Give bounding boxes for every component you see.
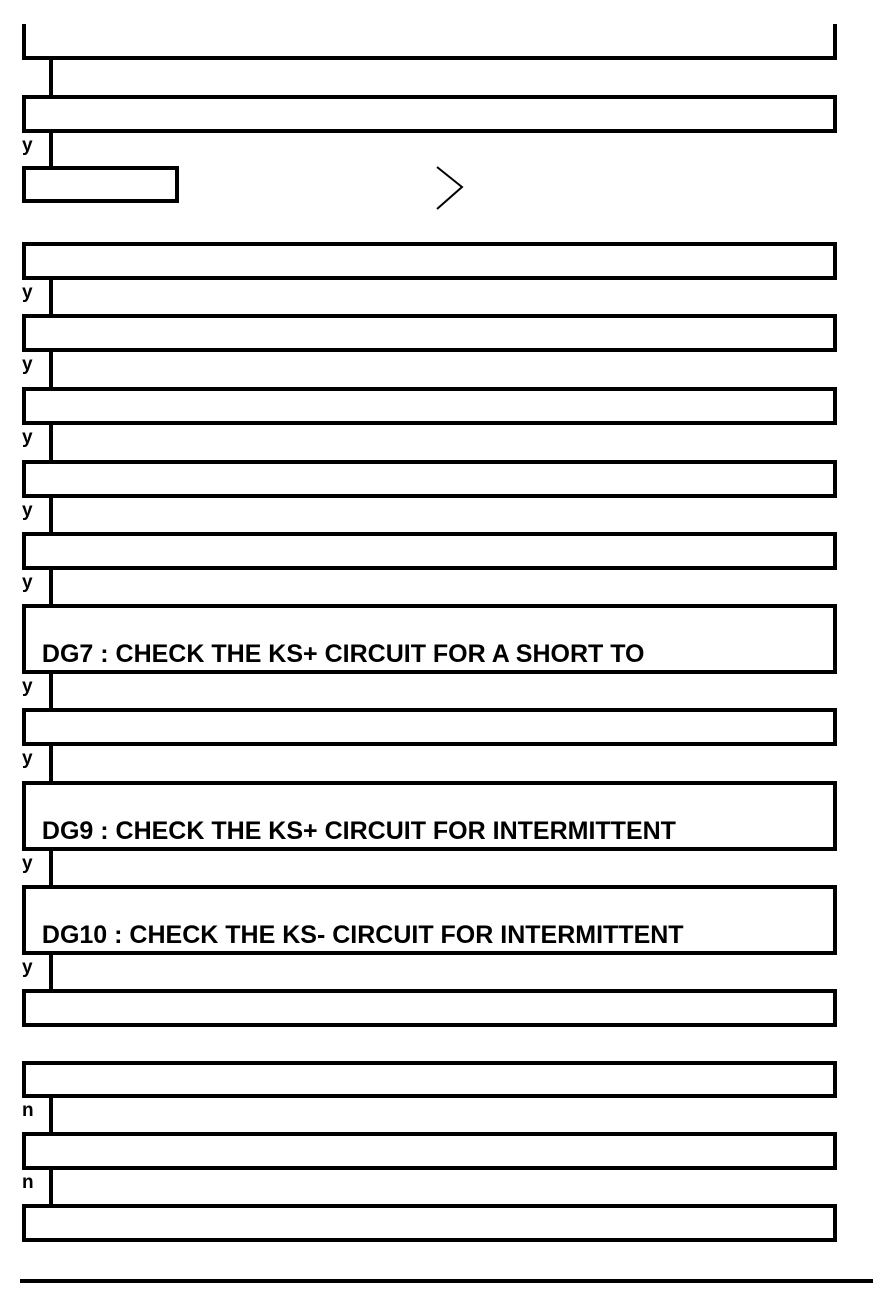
connector-label: y — [22, 957, 33, 978]
bottom-divider — [20, 1279, 873, 1283]
step-text — [42, 1025, 625, 1027]
step-dg3 — [22, 314, 837, 352]
connector-label: y — [22, 135, 33, 156]
step-dg8 — [22, 708, 837, 746]
connector-line — [49, 1170, 53, 1206]
step-branch-dg2-dg11 — [22, 166, 179, 203]
connector-line — [49, 746, 53, 783]
connector-label: y — [22, 676, 33, 697]
title-box — [22, 24, 837, 60]
connector-label: y — [22, 748, 33, 769]
step-text — [42, 423, 599, 425]
step-dg13 — [22, 989, 837, 1027]
step-dg6 — [22, 532, 837, 570]
step-dg12 — [22, 1132, 837, 1170]
step-dg10 — [22, 885, 837, 955]
connector-line — [49, 60, 53, 97]
connector-label: y — [22, 427, 33, 448]
step-text — [42, 744, 762, 746]
connector-label: n — [22, 1100, 34, 1121]
connector-line — [49, 280, 53, 316]
connector-line — [49, 498, 53, 534]
step-text — [42, 202, 171, 203]
step-text: DG9 : CHECK THE KS+ CIRCUIT FOR INTERMITTENT — [41, 817, 676, 845]
connector-label: y — [22, 354, 33, 375]
step-dg9 — [22, 781, 837, 851]
step-dg7 — [22, 604, 837, 674]
connector-line — [49, 1098, 53, 1134]
connector-line — [49, 955, 53, 991]
step-dg1 — [22, 95, 837, 133]
title-text — [42, 56, 328, 60]
connector-line — [49, 352, 53, 389]
connector-line — [49, 851, 53, 887]
connector-line — [49, 570, 53, 606]
step-dg4 — [22, 387, 837, 425]
step-text — [42, 496, 763, 498]
chevron-right-icon — [434, 165, 466, 211]
step-text — [42, 278, 701, 280]
step-text: DG10 : CHECK THE KS- CIRCUIT FOR INTERMITTENT — [41, 921, 684, 949]
step-dg13-alt — [22, 1204, 837, 1242]
step-text: DG7 : CHECK THE KS+ CIRCUIT FOR A SHORT TO — [41, 640, 645, 668]
step-dg11 — [22, 1061, 837, 1098]
step-text — [42, 350, 606, 352]
step-dg5 — [22, 460, 837, 498]
connector-label: n — [22, 1172, 34, 1193]
step-text — [42, 1240, 625, 1242]
connector-line — [49, 133, 53, 168]
step-dg2 — [22, 242, 837, 280]
connector-label: y — [22, 572, 33, 593]
connector-line — [49, 425, 53, 462]
step-text — [42, 1097, 511, 1098]
connector-label: y — [22, 500, 33, 521]
connector-label: y — [22, 282, 33, 303]
connector-line — [49, 674, 53, 710]
step-text — [42, 131, 743, 133]
step-text — [42, 1168, 691, 1170]
step-text — [42, 568, 756, 570]
connector-label: y — [22, 853, 33, 874]
